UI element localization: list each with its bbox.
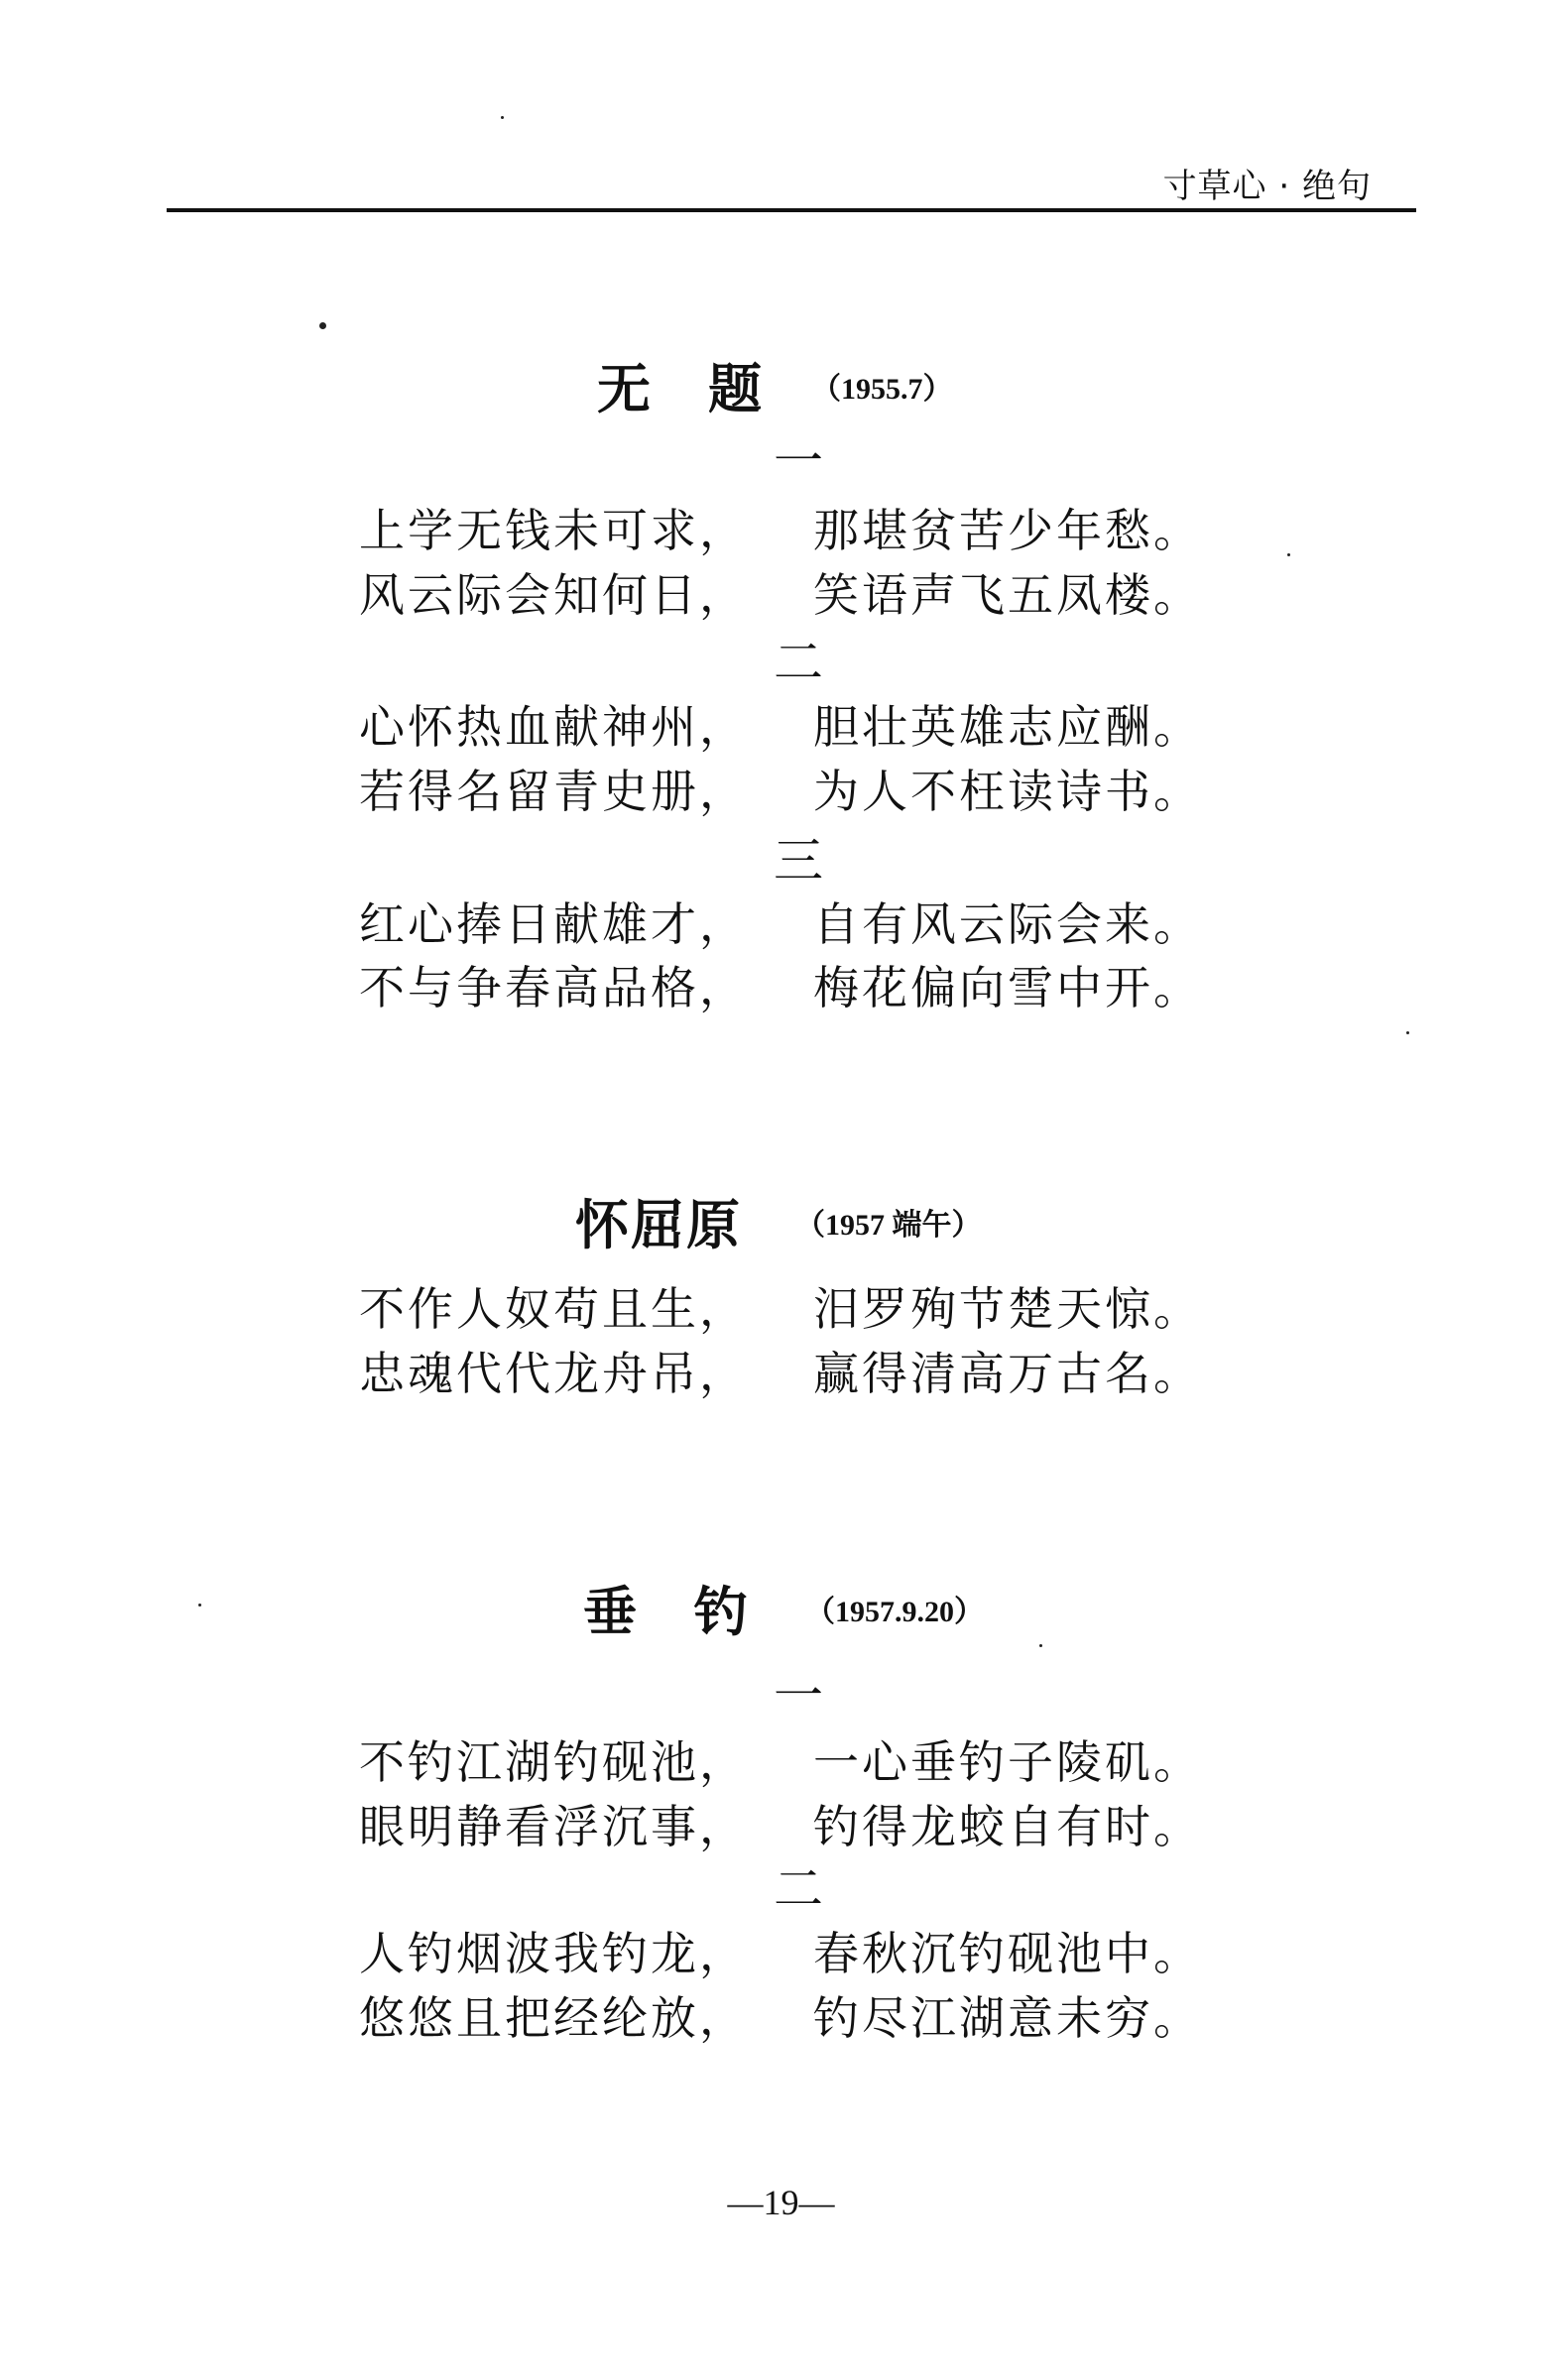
verse-second-half: 胆壮英雄志应酬。: [813, 700, 1202, 754]
verse-line: [0, 762, 1562, 821]
section-number: 一: [774, 432, 823, 490]
verse-line: [0, 1797, 1562, 1856]
verse-line: [0, 1732, 1562, 1792]
scan-speck: [319, 322, 326, 329]
section-number: 一: [774, 1667, 823, 1725]
verse-second-half: 笑语声飞五凤楼。: [813, 568, 1202, 622]
scan-speck: [1406, 1031, 1409, 1034]
verse-first-half: 不钓江湖钓砚池，: [359, 1735, 748, 1789]
verse-second-half: 春秋沉钓砚池中。: [813, 1927, 1202, 1980]
scan-speck: [1039, 1644, 1042, 1647]
poem-date: （1955.7）: [811, 373, 953, 406]
poem-title-row: [0, 1565, 1562, 1644]
verse-line: [0, 501, 1562, 560]
verse-second-half: 一心垂钓子陵矶。: [813, 1735, 1202, 1789]
verse-line: [0, 697, 1562, 757]
verse-first-half: 忠魂代代龙舟吊，: [359, 1347, 748, 1400]
verse-second-half: 赢得清高万古名。: [813, 1347, 1202, 1400]
poem-title: 无 题: [597, 358, 764, 420]
verse-second-half: 为人不枉读诗书。: [813, 765, 1202, 818]
scan-speck: [501, 116, 504, 119]
verse-second-half: 那堪贫苦少年愁。: [813, 504, 1202, 557]
section-number: 二: [774, 1860, 823, 1918]
poem-title: 垂 钓: [583, 1581, 750, 1643]
verse-second-half: 梅花偏向雪中开。: [813, 961, 1202, 1014]
verse-line: [0, 894, 1562, 954]
header-rule: [167, 208, 1416, 212]
poem-date: （1957.9.20）: [805, 1596, 984, 1628]
verse-second-half: 钓得龙蛟自有时。: [813, 1800, 1202, 1853]
poem-title-row: [0, 1178, 1562, 1257]
verse-line: [0, 1924, 1562, 1983]
verse-first-half: 风云际会知何日，: [359, 568, 748, 622]
verse-line: [0, 1344, 1562, 1403]
verse-first-half: 不作人奴苟且生，: [359, 1282, 748, 1336]
verse-first-half: 悠悠且把经纶放，: [359, 1991, 748, 2045]
verse-first-half: 红心捧日献雄才，: [359, 897, 748, 951]
verse-second-half: 自有风云际会来。: [813, 897, 1202, 951]
section-number: 二: [774, 634, 823, 691]
verse-first-half: 人钓烟波我钓龙，: [359, 1927, 748, 1980]
poem-title-row: [0, 342, 1562, 421]
running-header: 寸草心 · 绝句: [1162, 167, 1372, 206]
verse-line: [0, 565, 1562, 625]
verse-second-half: 汨罗殉节楚天惊。: [813, 1282, 1202, 1336]
verse-first-half: 上学无钱未可求，: [359, 504, 748, 557]
poem-date: （1957 端午）: [795, 1209, 982, 1242]
section-number: 三: [774, 832, 823, 890]
page-number: —19—: [727, 2183, 835, 2222]
poem-title: 怀屈原: [575, 1194, 742, 1256]
verse-first-half: 心怀热血献神州，: [359, 700, 748, 754]
verse-line: [0, 1279, 1562, 1339]
verse-first-half: 眼明静看浮沉事，: [359, 1800, 748, 1853]
verse-line: [0, 1988, 1562, 2048]
verse-line: [0, 958, 1562, 1017]
verse-first-half: 不与争春高品格，: [359, 961, 748, 1014]
verse-second-half: 钓尽江湖意未穷。: [813, 1991, 1202, 2045]
verse-first-half: 若得名留青史册，: [359, 765, 748, 818]
